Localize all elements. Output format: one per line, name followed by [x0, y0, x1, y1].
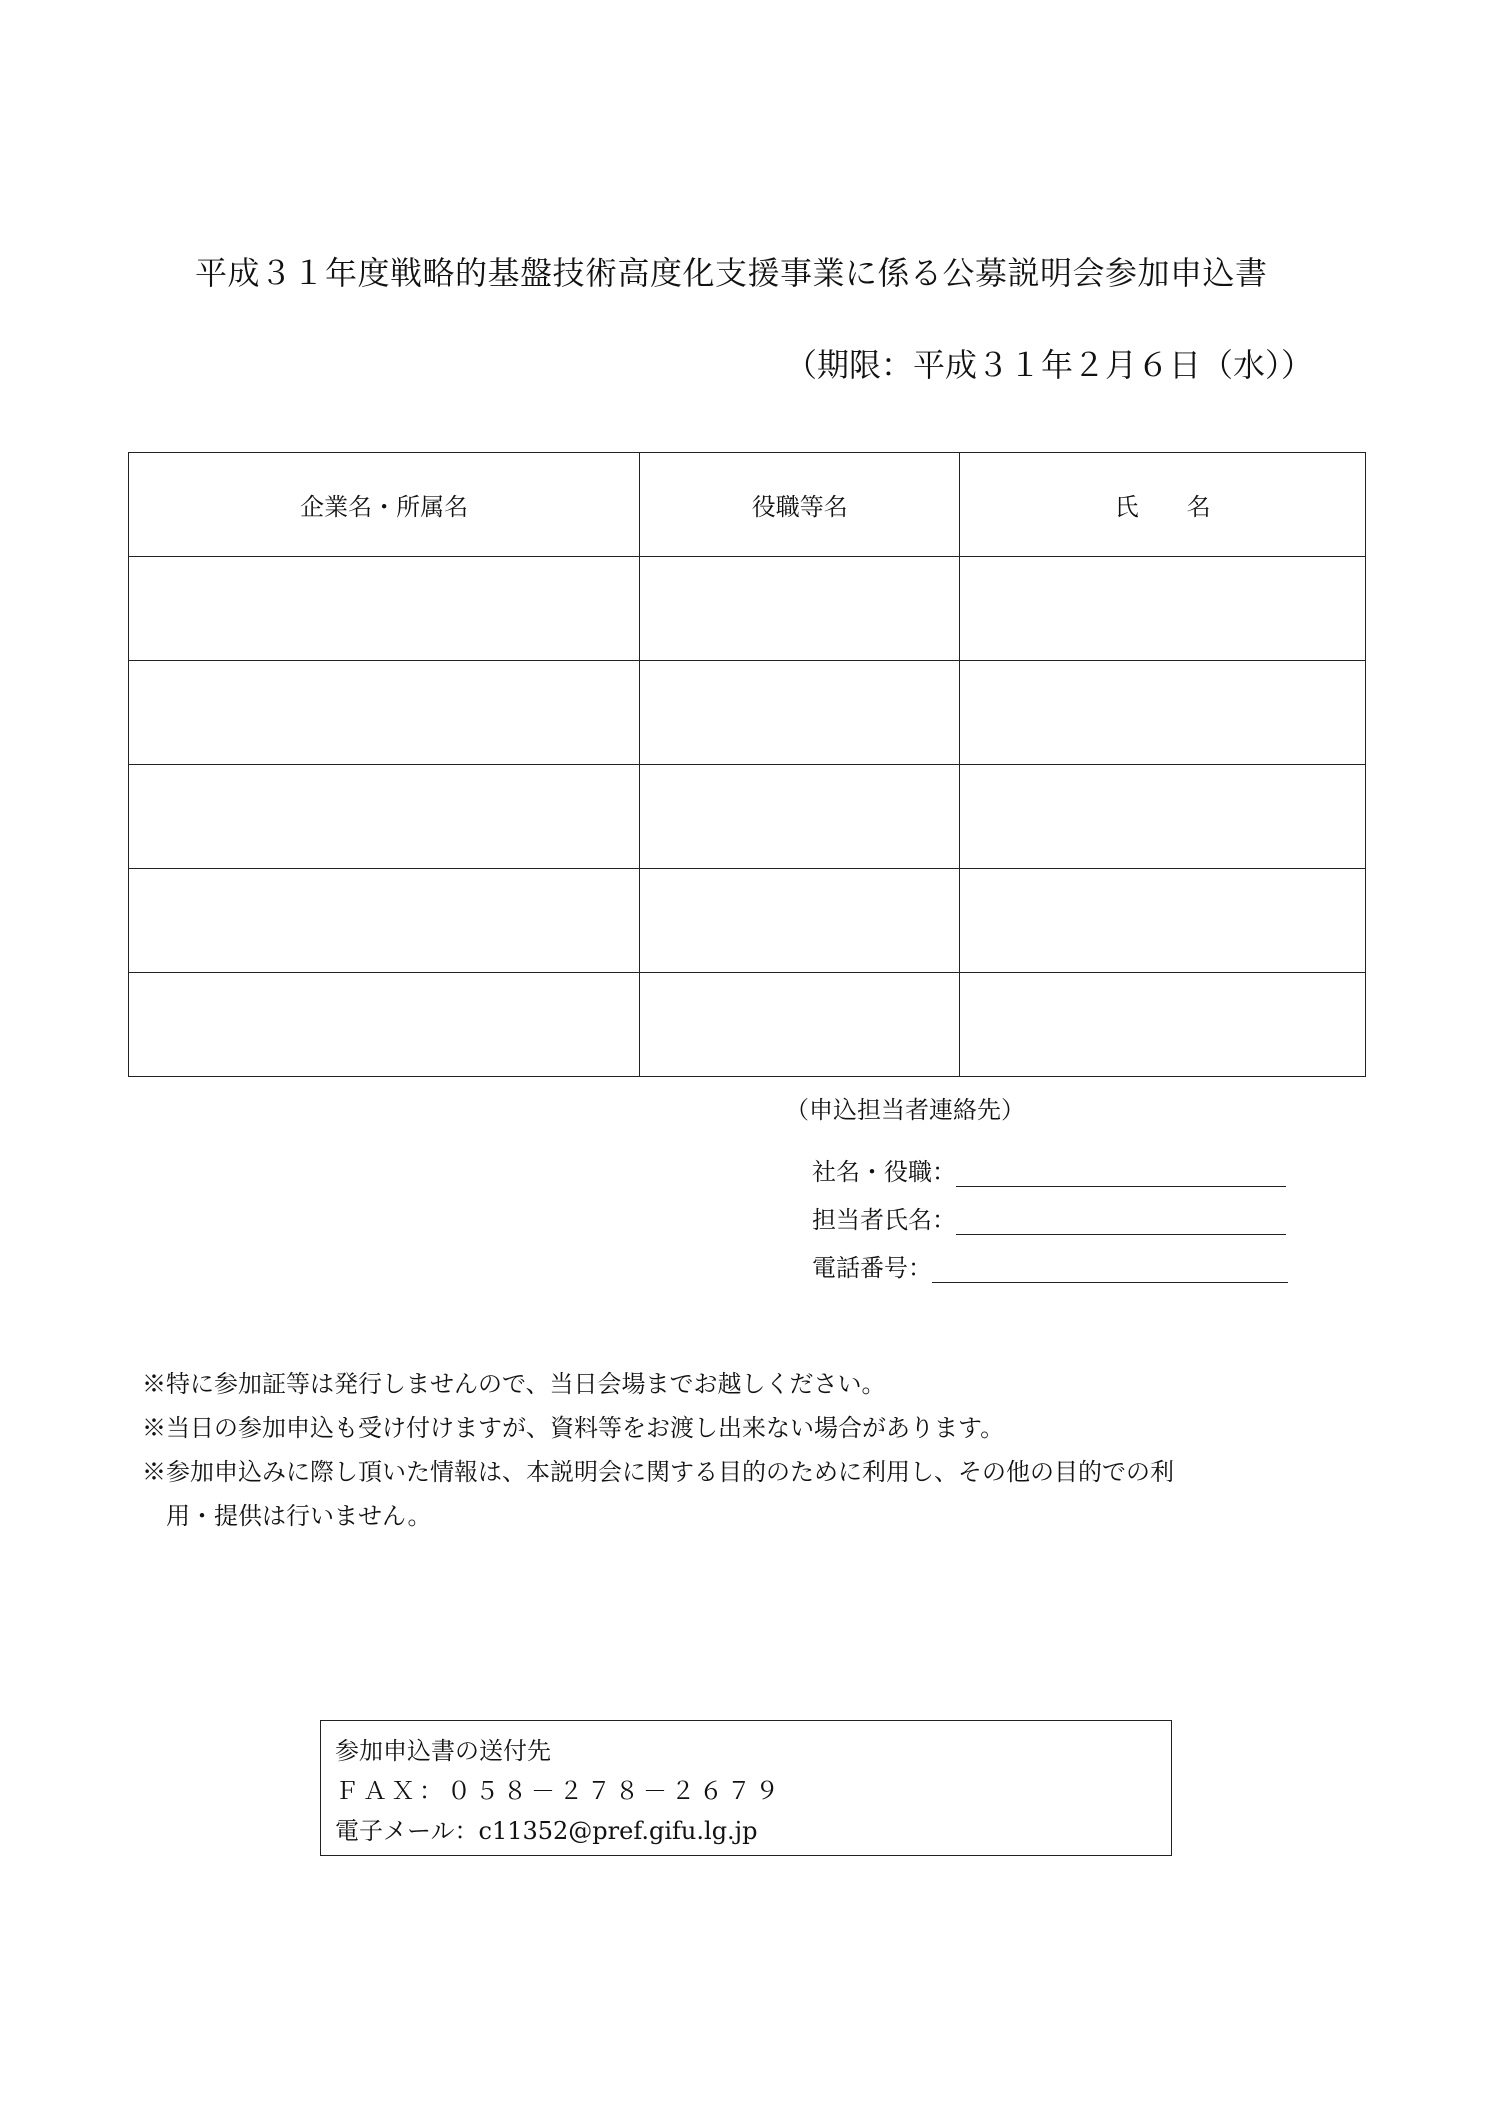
phone-field[interactable]	[932, 1252, 1288, 1283]
table-row	[129, 661, 1366, 765]
notes-section	[142, 1362, 1342, 1538]
phone-row	[812, 1235, 1288, 1283]
company-cell[interactable]	[129, 661, 640, 765]
position-cell[interactable]	[640, 557, 960, 661]
registration-table	[128, 452, 1366, 1077]
person-name-row	[812, 1187, 1288, 1235]
company-cell[interactable]	[129, 557, 640, 661]
contact-section	[785, 1090, 1288, 1283]
note-item-continuation: 用・提供は行いません。	[166, 1502, 432, 1530]
table-row	[129, 973, 1366, 1077]
position-cell[interactable]	[640, 765, 960, 869]
company-position-row	[812, 1139, 1288, 1187]
position-cell[interactable]	[640, 661, 960, 765]
name-cell[interactable]	[960, 765, 1366, 869]
table-row	[129, 557, 1366, 661]
send-to-box	[320, 1720, 1172, 1856]
table-row	[129, 869, 1366, 973]
fax-number: ＦＡＸ：０５８－２７８－２６７９	[335, 1777, 783, 1805]
header-company: 企業名・所属名	[129, 453, 640, 557]
note-item: ※参加申込みに際し頂いた情報は、本説明会に関する目的のために利用し、その他の目的での利	[142, 1458, 1174, 1486]
email-address[interactable]: 電子メール：c11352@pref.gifu.lg.jp	[335, 1817, 758, 1845]
deadline-text: （期限：平成３１年２月６日（水））	[785, 346, 1314, 384]
table-header-row	[129, 453, 1366, 557]
name-cell[interactable]	[960, 973, 1366, 1077]
table-row	[129, 765, 1366, 869]
person-name-field[interactable]	[956, 1204, 1286, 1235]
position-cell[interactable]	[640, 869, 960, 973]
contact-heading: （申込担当者連絡先）	[785, 1096, 1025, 1124]
company-cell[interactable]	[129, 973, 640, 1077]
company-cell[interactable]	[129, 765, 640, 869]
position-cell[interactable]	[640, 973, 960, 1077]
person-name-label: 担当者氏名：	[812, 1206, 956, 1234]
form-title: 平成３１年度戦略的基盤技術高度化支援事業に係る公募説明会参加申込書	[195, 254, 1268, 292]
name-cell[interactable]	[960, 557, 1366, 661]
note-item: ※当日の参加申込も受け付けますが、資料等をお渡し出来ない場合があります。	[142, 1414, 1005, 1442]
send-to-heading: 参加申込書の送付先	[335, 1737, 551, 1765]
company-cell[interactable]	[129, 869, 640, 973]
header-position: 役職等名	[640, 453, 960, 557]
header-name: 氏 名	[960, 453, 1366, 557]
company-position-field[interactable]	[956, 1156, 1286, 1187]
name-cell[interactable]	[960, 661, 1366, 765]
note-item: ※特に参加証等は発行しませんので、当日会場までお越しください。	[142, 1370, 886, 1398]
phone-label: 電話番号：	[812, 1254, 932, 1282]
company-position-label: 社名・役職：	[812, 1158, 956, 1186]
name-cell[interactable]	[960, 869, 1366, 973]
